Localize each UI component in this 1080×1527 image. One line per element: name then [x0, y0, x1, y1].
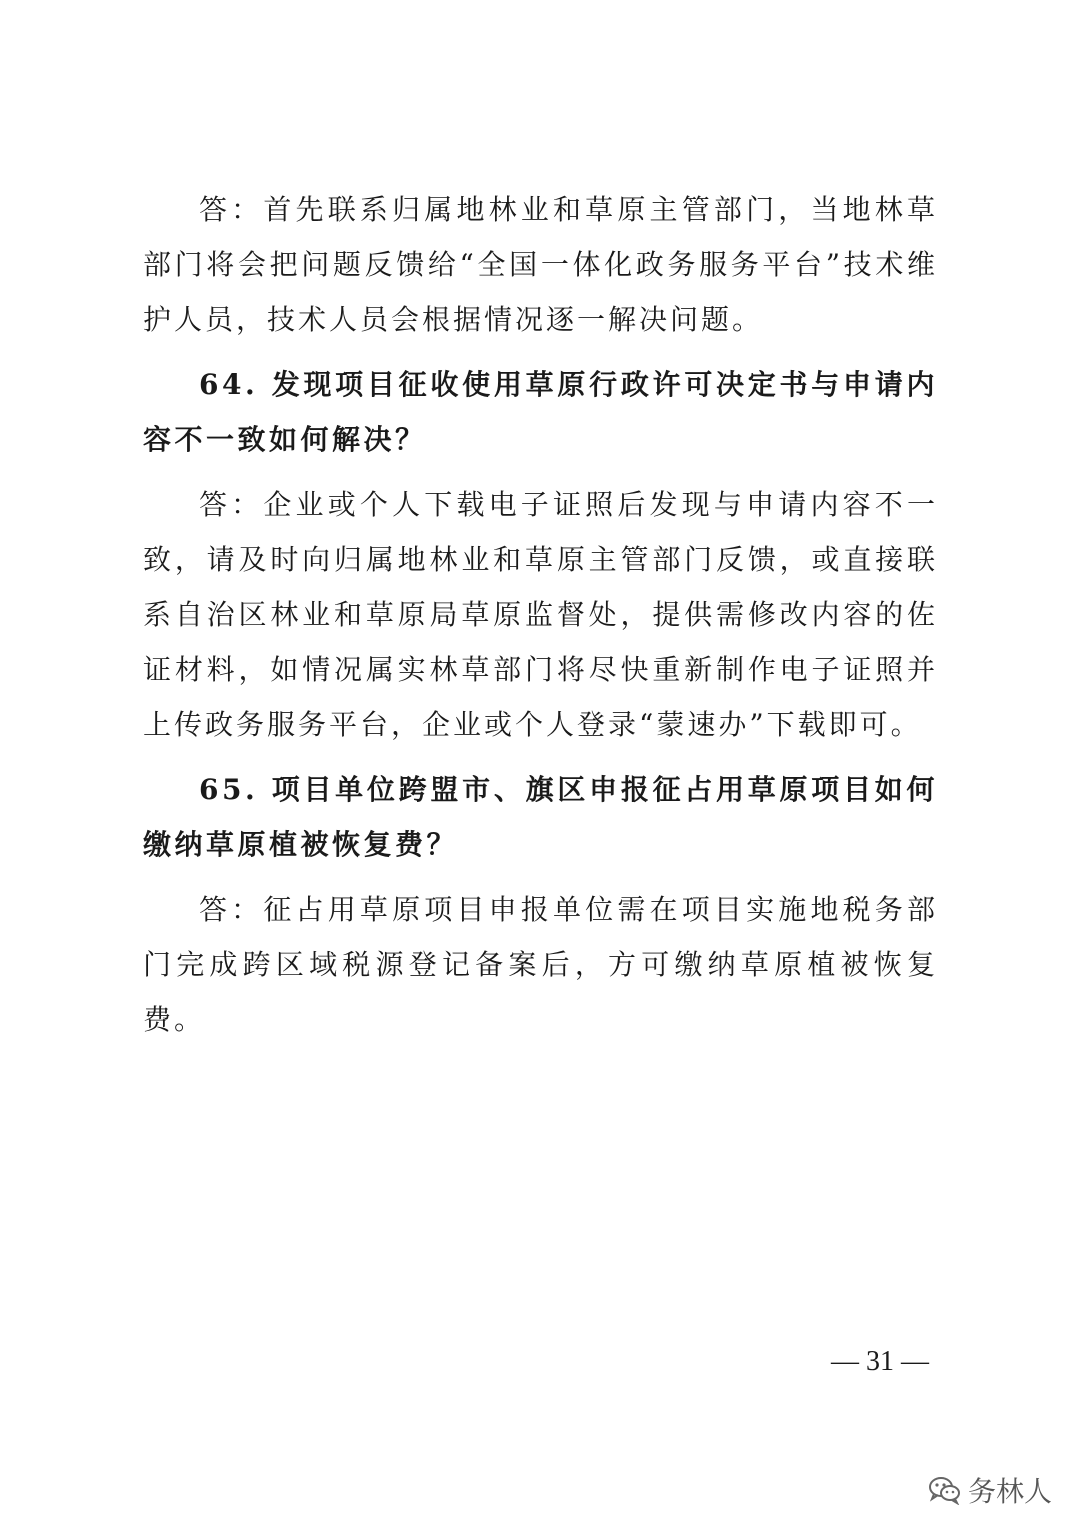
document-body — [143, 182, 938, 1057]
page-number: — 31 — — [831, 1346, 929, 1377]
answer-paragraph: 答：企业或个人下载电子证照后发现与申请内容不一致，请及时向归属地林业和草原主管部门反馈，或直接联系自治区林业和草原局草原监督处，提供需修改内容的佐证材料，如情况属实林草部门将尽快重新制作电子证照并上传政务服务平台，企业或个人登录“蒙速办”下载即可。 — [143, 488, 938, 741]
watermark — [928, 1472, 1052, 1508]
answer-paragraph: 答：征占用草原项目申报单位需在项目实施地税务部门完成跨区域税源登记备案后，方可缴纳草原植被恢复费。 — [143, 893, 938, 1036]
watermark-text: 务林人 — [968, 1475, 1053, 1508]
question-heading: 64. 发现项目征收使用草原行政许可决定书与申请内容不一致如何解决？ — [143, 368, 938, 456]
answer-paragraph: 答：首先联系归属地林业和草原主管部门，当地林草部门将会把问题反馈给“全国一体化政务服务平台”技术维护人员，技术人员会根据情况逐一解决问题。 — [143, 193, 938, 336]
wechat-icon — [928, 1475, 962, 1505]
question-heading: 65. 项目单位跨盟市、旗区申报征占用草原项目如何缴纳草原植被恢复费？ — [143, 773, 938, 861]
